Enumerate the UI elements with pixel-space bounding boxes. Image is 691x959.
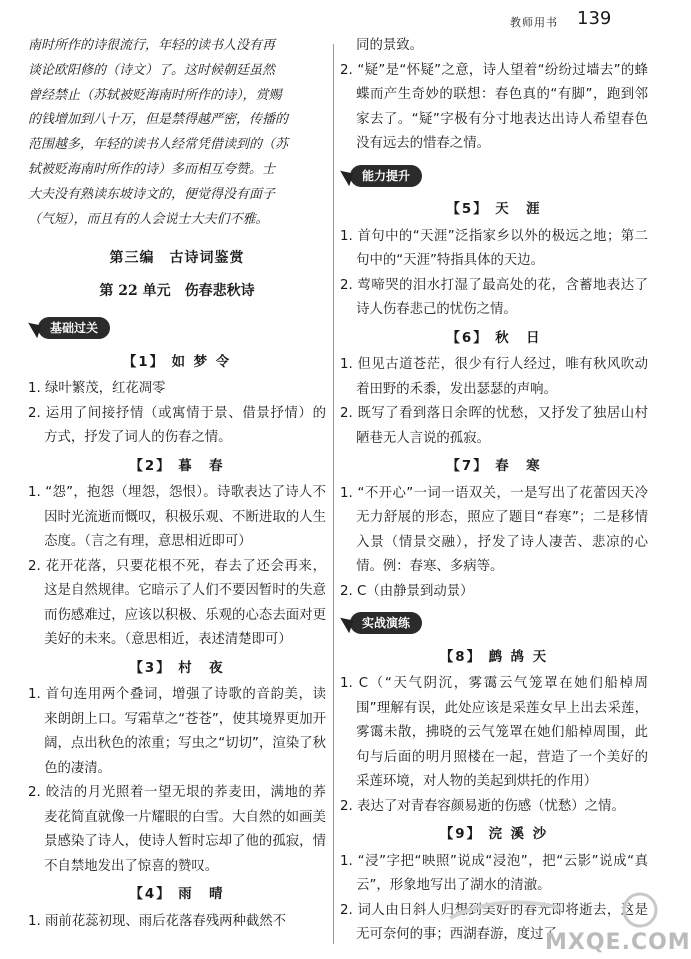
answer-item: 1. 雨前花蕊初现、雨后花落春残两种截然不 [28,913,287,929]
badge-advanced [344,165,422,187]
unit-title: 第 22 单元 伤春悲秋诗 [99,282,255,299]
poem-heading: 【4】 雨 晴 [129,887,225,903]
badge-label: 实战演练 [350,612,422,634]
poem-heading: 【7】 春 寒 [446,459,542,474]
answer-item: 1. “浸”字把“映照”说成“浸泡”，把“云影”说成“真云”，形象地写出了湖水的清澈。 [340,853,648,893]
column-divider [333,44,334,944]
badge-basic [32,317,110,339]
watermark-text: MXQE.COM [545,930,691,955]
badge-practice [344,612,422,634]
poem-heading: 【9】 浣 溪 沙 [439,827,549,842]
intro-text [28,34,326,232]
poem-heading: 【5】 天 涯 [446,202,542,217]
header-label: 教师用书 [510,16,558,29]
left-column [28,34,326,934]
intro-line: 南时所作的诗很流行，年轻的读书人没有再 [28,38,276,53]
poem-heading: 【3】 村 夜 [129,660,225,676]
answer-item: 1. 首句连用两个叠词，增强了诗歌的音韵美，读来朗朗上口。写霜草之“苍苍”，使其境界更加开阔，点出秋色的浓重；写虫之“切切”，渲染了秋色的凄清。 [28,687,326,776]
answer-item: 2. 莺啼哭的泪水打湿了最高处的花，含蓄地表达了诗人伤春悲己的忧伤之情。 [340,277,648,317]
intro-line: 范围越多，年轻的读书人经常凭借读到的（苏 [28,137,289,153]
right-column [340,34,648,948]
poem-heading: 【1】 如 梦 令 [122,354,232,370]
answer-item: 1. 但见古道苍茫，很少有行人经过，唯有秋风吹动着田野的禾黍，发出瑟瑟的声响。 [340,357,648,397]
answer-item: 2. C（由静景到动景） [340,583,474,599]
intro-line: 轼被贬海南时所作的诗）多而相互夸赞。士 [28,161,276,177]
answer-item: 1. 绿叶繁茂，红花凋零 [28,381,166,397]
answer-item: 2. 花开花落，只要花根不死，春去了还会再来，这是自然规律。它暗示了人们不要因暂时的失意而伤感难过，应该以积极、乐观的心态去面对更美好的未来。（意思相近，表述清楚即可） [28,558,326,648]
poem-heading: 【8】 鹧 鸪 天 [439,649,549,665]
intro-line: 曾经禁止（苏轼被贬海南时所作的诗），赏赐 [28,87,282,103]
poem-heading: 【6】 秋 日 [446,330,542,346]
answer-item: 1. 首句中的“天涯”泛指家乡以外的极远之地；第二句中的“天涯”特指具体的天边。 [340,228,648,268]
answer-item: 2. 表达了对青春容颜易逝的伤感（忧愁）之情。 [340,798,625,814]
answer-item: 1. C（“天气阴沉，雾霭云气笼罩在她们船棹周围”理解有误，此处应该是采莲女早上出去采莲，雾霭未散，拂晓的云气笼罩在她们船棹周围，此句与后面的明月照楼在一起，营造了一个美好的采莲环境，对人物的美起到烘托的作用） [340,676,648,789]
badge-label: 能力提升 [350,165,422,187]
poem-heading: 【2】 暮 春 [129,458,225,474]
section-title: 第三编 古诗词鉴赏 [109,250,245,267]
answer-item: 同的景致。 [356,38,424,53]
page-number: 139 [577,8,612,29]
answer-item: 2. 词人由日斜人归想到美好的春光即将逝去，这是无可奈何的事；西湖春游，度过了 [340,902,648,942]
badge-label: 基础过关 [38,317,110,339]
intro-line: 谈论欧阳修的（诗文）了。这时候朝廷虽然 [28,62,276,78]
intro-line: （气短），而且有的人会说士大夫们不雅。 [28,211,269,227]
answer-item: 2. 运用了间接抒情（或寓情于景、借景抒情）的方式，抒发了词人的伤春之情。 [28,405,326,446]
intro-line: 大夫没有熟读东坡诗文的，便觉得没有面子 [28,186,276,202]
answer-item: 1. “怨”，抱怨（埋怨，怨恨）。诗歌表达了诗人不因时光流逝而慨叹，积极乐观、不断进取的人生态度。（言之有理，意思相近即可） [28,485,326,550]
answer-item: 2. 皎洁的月光照着一望无垠的荞麦田，满地的荞麦花简直就像一片耀眼的白雪。大自然的如画美景感染了诗人，使诗人暂时忘却了他的孤寂，情不自禁地发出了惊喜的赞叹。 [28,785,326,874]
answer-item: 2. “疑”是“怀疑”之意，诗人望着“纷纷过墙去”的蜂蝶而产生奇妙的联想：春色真的“有脚”，跑到邻家去了。“疑”字极有分寸地表达出诗人希望春色没有远去的惜春之情。 [340,62,648,151]
answer-item: 2. 既写了看到落日余晖的忧愁，又抒发了独居山村陋巷无人言说的孤寂。 [340,406,648,446]
intro-line: 的钱增加到八十万，但是禁得越严密，传播的 [28,112,289,128]
answer-item: 1. “不开心”一词一语双关，一是写出了花蕾因天冷无力舒展的形态，照应了题目“春寒”；二是移情入景（情景交融），抒发了诗人凄苦、悲凉的心情。例：春寒、多病等。 [340,485,648,574]
